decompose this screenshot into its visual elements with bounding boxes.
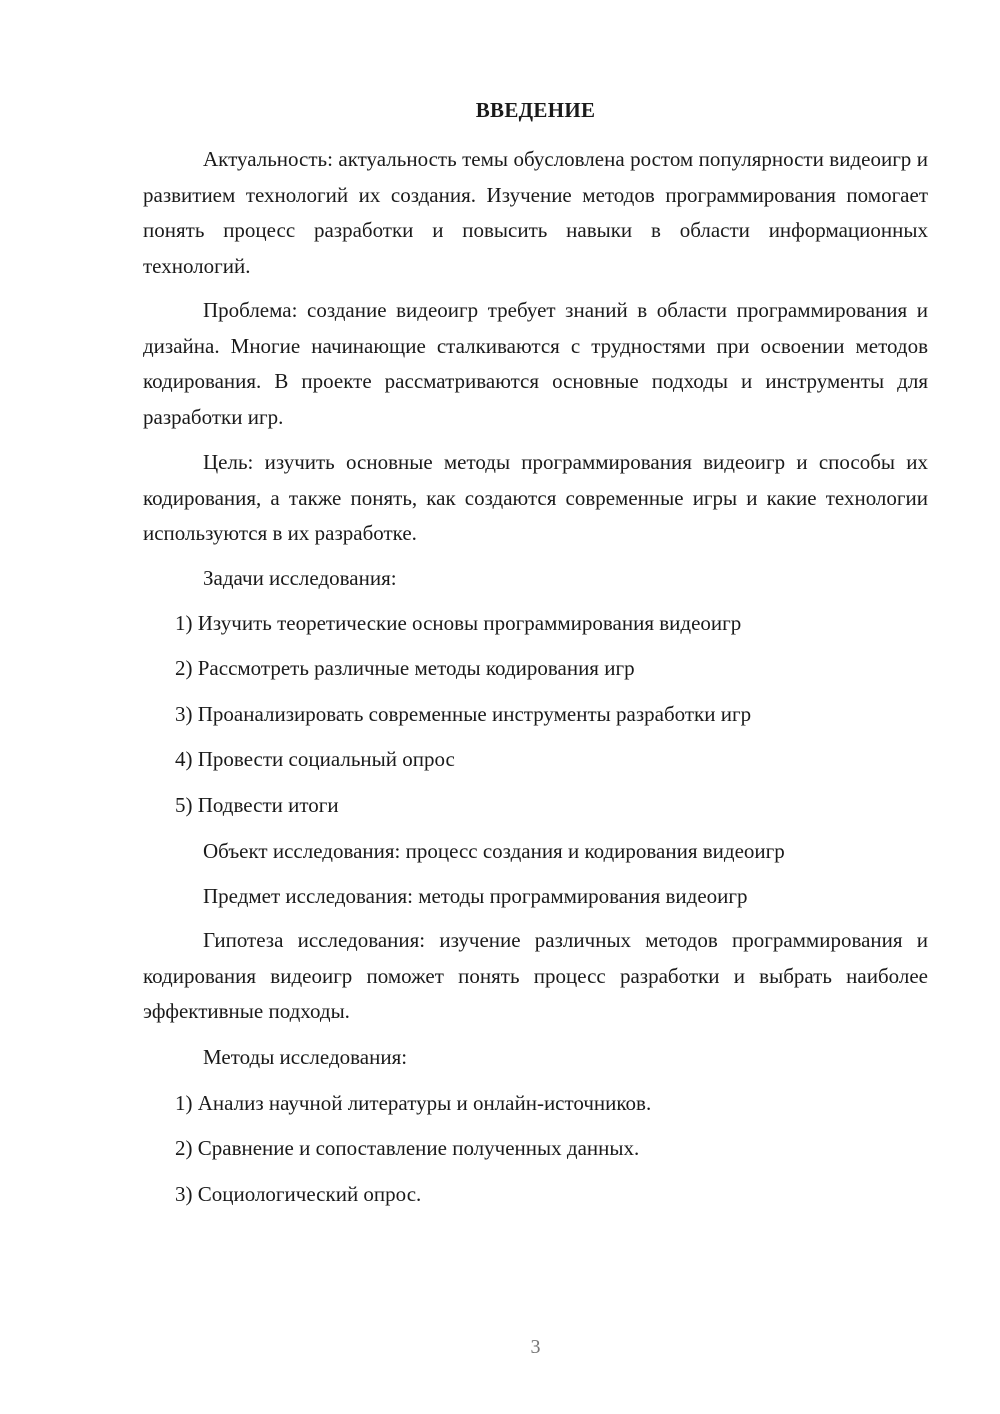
research-subject: Предмет исследования: методы программирования видеоигр (203, 884, 748, 908)
methods-heading: Методы исследования: (203, 1045, 408, 1069)
method-item: 1) Анализ научной литературы и онлайн-источников. (175, 1091, 652, 1115)
goal-paragraph: Цель: изучить основные методы программирования видеоигр и способы их кодирования, а также понять, как создаются современные игры и какие технологии используются в их разработке. (143, 450, 928, 545)
hypothesis-paragraph: Гипотеза исследования: изучение различных методов программирования и кодирования видеоигр поможет понять процесс разработки и выбрать наиболее эффективные подходы. (143, 928, 928, 1023)
task-item: 4) Провести социальный опрос (175, 747, 455, 771)
task-item: 3) Проанализировать современные инструменты разработки игр (175, 702, 752, 726)
tasks-heading: Задачи исследования: (203, 566, 397, 590)
task-item: 2) Рассмотреть различные методы кодирования игр (175, 656, 635, 680)
problem-paragraph: Проблема: создание видеоигр требует знаний в области программирования и дизайна. Многие начинающие сталкиваются с трудностями при освоении методов кодирования. В проекте рассматриваются основные подходы и инструменты для разработки игр. (143, 298, 928, 429)
page-title: ВВЕДЕНИЕ (475, 98, 596, 122)
task-item: 1) Изучить теоретические основы программирования видеоигр (175, 611, 742, 635)
page-number: 3 (530, 1336, 541, 1358)
research-object: Объект исследования: процесс создания и кодирования видеоигр (203, 839, 785, 863)
method-item: 2) Сравнение и сопоставление полученных данных. (175, 1136, 640, 1160)
relevance-paragraph: Актуальность: актуальность темы обусловлена ростом популярности видеоигр и развитием технологий их создания. Изучение методов программирования помогает понять процесс разработки и повысить навыки в области информационных технологий. (143, 147, 928, 278)
method-item: 3) Социологический опрос. (175, 1182, 422, 1206)
task-item: 5) Подвести итоги (175, 793, 339, 817)
